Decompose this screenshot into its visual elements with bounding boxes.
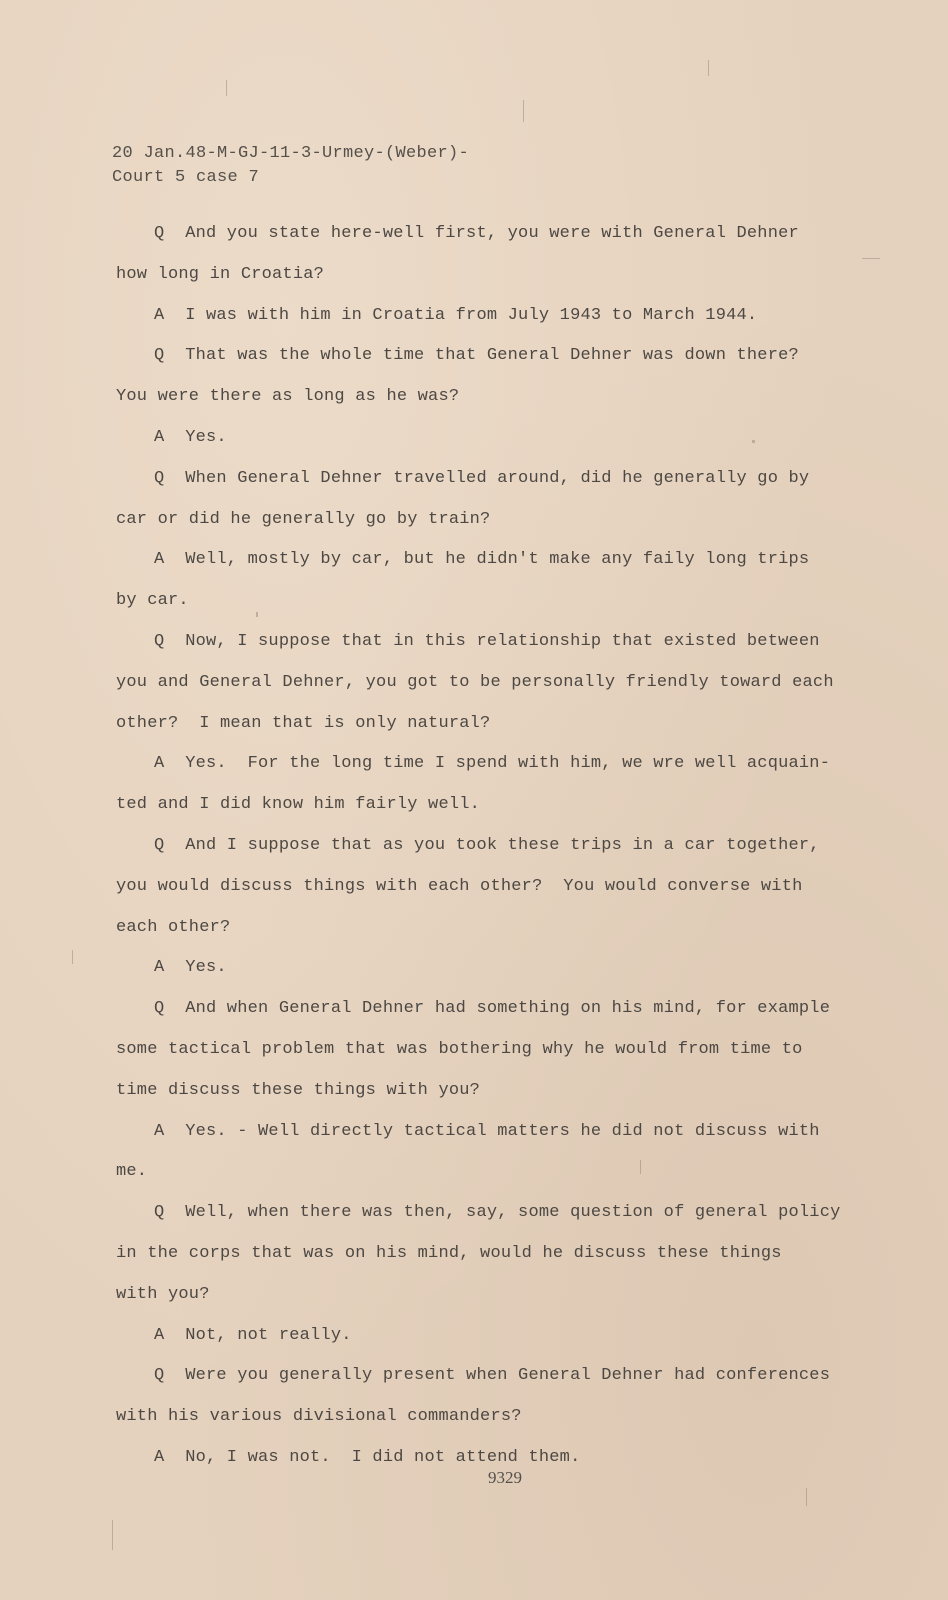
paper-fleck — [112, 1520, 113, 1550]
paper-fleck — [226, 80, 227, 96]
transcript-line: ted and I did know him fairly well. — [116, 795, 481, 815]
transcript-line: other? I mean that is only natural? — [116, 713, 491, 733]
transcript-line: Q And you state here-well first, you were with General Dehner — [154, 224, 799, 243]
document-header — [112, 142, 469, 190]
transcript-line: how long in Croatia? — [116, 264, 325, 284]
transcript-line: with his various divisional commanders? — [116, 1407, 522, 1427]
transcript-line: you and General Dehner, you got to be personally friendly toward each — [116, 672, 834, 692]
paper-fleck — [640, 1160, 641, 1174]
transcript-line: you would discuss things with each other? You would converse with — [116, 876, 803, 896]
transcript-line: in the corps that was on his mind, would he discuss these things — [116, 1243, 782, 1263]
transcript-line: A Not, not really. — [154, 1325, 352, 1345]
transcript-line: A Yes. For the long time I spend with him, we wre well acquain- — [154, 754, 831, 774]
header-line-1: 20 Jan.48-M-GJ-11-3-Urmey-(Weber)- — [112, 144, 470, 163]
transcript-line: You were there as long as he was? — [116, 387, 460, 407]
transcript-line: A I was with him in Croatia from July 1943 to March 1944. — [154, 305, 758, 325]
transcript-line: Q That was the whole time that General Dehner was down there? — [154, 346, 799, 366]
transcript-line: time discuss these things with you? — [116, 1080, 481, 1100]
paper-fleck — [806, 1488, 807, 1506]
transcript-line: me. — [116, 1162, 148, 1182]
transcript-body — [116, 214, 841, 1479]
transcript-line: A Well, mostly by car, but he didn't make any faily long trips — [154, 550, 810, 570]
paper-fleck — [708, 60, 709, 76]
paper-fleck — [72, 950, 73, 964]
transcript-line: Q Now, I suppose that in this relationship that existed between — [154, 631, 820, 651]
header-line-2: Court 5 case 7 — [112, 168, 260, 187]
transcript-line: by car. — [116, 591, 189, 611]
transcript-line: A No, I was not. I did not attend them. — [154, 1447, 581, 1467]
transcript-line: A Yes. — [154, 427, 227, 447]
transcript-line: Q And when General Dehner had something on his mind, for example — [154, 999, 831, 1019]
transcript-line: A Yes. — [154, 958, 227, 978]
page-number: 9329 — [488, 1468, 522, 1487]
transcript-line: Q And I suppose that as you took these trips in a car together, — [154, 835, 820, 855]
paper-fleck — [752, 440, 755, 443]
transcript-line: some tactical problem that was bothering why he would from time to — [116, 1039, 803, 1059]
transcript-line: with you? — [116, 1284, 210, 1304]
transcript-line: Q Well, when there was then, say, some question of general policy — [154, 1203, 841, 1223]
paper-fleck — [256, 612, 258, 617]
transcript-line: A Yes. - Well directly tactical matters he did not discuss with — [154, 1121, 820, 1141]
transcript-line: Q Were you generally present when General Dehner had conferences — [154, 1366, 831, 1386]
transcript-line: each other? — [116, 917, 231, 937]
transcript-line: Q When General Dehner travelled around, did he generally go by — [154, 468, 810, 488]
transcript-line: car or did he generally go by train? — [116, 509, 491, 529]
paper-fleck — [523, 100, 524, 122]
paper-fleck — [862, 258, 880, 259]
